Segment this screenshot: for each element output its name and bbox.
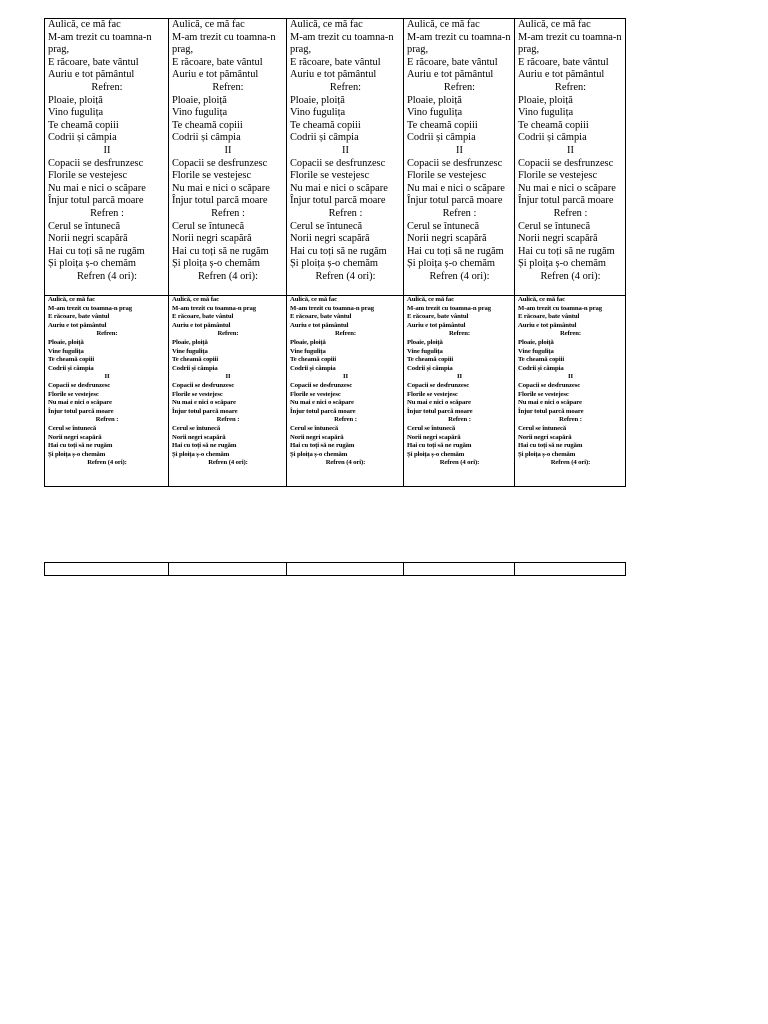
lyric-line: II: [567, 373, 573, 381]
lyric-line: Aulică, ce mă fac: [290, 296, 337, 303]
lyric-line: Refren :: [211, 207, 245, 219]
lyric-line: II: [456, 373, 462, 381]
lyric-line: Hai cu toți să ne rugăm: [518, 442, 583, 450]
lyric-line: M-am trezit cu toamna-n prag: [407, 304, 491, 312]
lyric-line: Refren:: [329, 81, 362, 93]
lyric-line: Auriu e tot pământul: [172, 69, 259, 81]
lyric-line: Refren (4 ori):: [87, 459, 127, 467]
lyric-line: Codrii și câmpia: [48, 364, 94, 372]
lyric-line: Auriu e tot pământul: [48, 321, 107, 329]
lyric-line: Codrii și câmpia: [290, 364, 336, 372]
small-print-card: [404, 296, 515, 487]
lyric-line: Refren:: [559, 330, 582, 338]
lyric-line: Și ploița ș-o chemăm: [518, 258, 607, 270]
lyric-line: Nu mai e nici o scăpare: [48, 182, 146, 194]
small-print-row: [45, 296, 626, 487]
lyric-line: Înjur totul parcă moare: [172, 407, 238, 415]
lyric-line: Codrii și câmpia: [407, 364, 453, 372]
lyric-line: Aulică, ce mă fac: [518, 296, 565, 303]
empty-strip-row: [45, 563, 626, 576]
lyric-line: Ploaie, ploiță: [48, 94, 103, 106]
lyric-line: Hai cu toți să ne rugăm: [172, 442, 237, 450]
lyrics-sheet-table: [44, 18, 626, 487]
lyric-line: Ploaie, ploiță: [407, 338, 443, 346]
lyric-line: Codrii și câmpia: [172, 132, 241, 144]
lyric-line: M-am trezit cu toamna-n prag,: [290, 31, 397, 56]
lyric-line: E răcoare, bate vântul: [172, 56, 263, 68]
lyric-line: Refren (4 ori):: [550, 459, 591, 467]
large-print-card: [287, 19, 404, 296]
lyric-line: Ploaie, ploiță: [172, 338, 208, 346]
lyric-line: Ploaie, ploiță: [290, 94, 345, 106]
lyric-line: Vine fugulița: [172, 347, 208, 355]
lyric-line: Aulică, ce mă fac: [290, 19, 363, 30]
lyric-line: Auriu e tot pământul: [407, 321, 466, 329]
lyric-line: Te cheamă copiii: [518, 356, 565, 364]
lyric-line: Și ploița ș-o chemăm: [172, 450, 230, 458]
lyric-line: II: [224, 144, 232, 156]
lyric-line: Vino fugulița: [407, 107, 463, 119]
lyric-line: Vino fugulița: [518, 107, 574, 119]
small-print-card: [169, 296, 287, 487]
lyric-line: Cerul se întunecă: [407, 220, 480, 232]
lyric-line: Aulică, ce mă fac: [172, 19, 245, 30]
lyric-line: Auriu e tot pământul: [290, 321, 349, 329]
lyric-line: Norii negri scapără: [48, 433, 102, 441]
lyric-line: Înjur totul parcă moare: [172, 195, 268, 207]
empty-cell: [169, 563, 287, 576]
lyric-line: Auriu e tot pământul: [518, 69, 605, 81]
lyric-line: Cerul se întunecă: [407, 424, 456, 432]
large-print-card: [45, 19, 169, 296]
lyric-line: Refren (4 ori):: [325, 459, 366, 467]
lyric-line: Înjur totul parcă moare: [407, 407, 473, 415]
lyric-line: Refren :: [553, 207, 588, 219]
lyric-line: E răcoare, bate vântul: [290, 56, 381, 68]
lyric-line: Refren (4 ori):: [197, 270, 258, 282]
lyric-line: Nu mai e nici o scăpare: [407, 399, 471, 407]
lyric-line: II: [342, 373, 348, 381]
lyric-line: Auriu e tot pământul: [172, 321, 231, 329]
lyric-line: M-am trezit cu toamna-n prag,: [518, 31, 625, 56]
lyric-line: Te cheamă copiii: [172, 119, 243, 131]
lyric-line: Copacii se desfrunzesc: [518, 157, 614, 169]
lyric-line: Refren:: [217, 330, 239, 338]
lyric-line: Cerul se întunecă: [172, 424, 221, 432]
lyric-line: Norii negri scapără: [407, 433, 461, 441]
lyric-line: Refren (4 ori):: [429, 270, 490, 282]
lyric-line: Cerul se întunecă: [518, 424, 567, 432]
lyric-line: Și ploița ș-o chemăm: [518, 450, 576, 458]
lyric-line: Ploaie, ploiță: [172, 94, 227, 106]
lyric-line: Copacii se desfrunzesc: [48, 157, 144, 169]
lyric-line: Înjur totul parcă moare: [518, 407, 584, 415]
lyric-line: Nu mai e nici o scăpare: [290, 182, 388, 194]
lyric-line: Vine fugulița: [48, 347, 84, 355]
lyric-line: Florile se vestejesc: [290, 390, 341, 398]
lyric-line: Hai cu toți să ne rugăm: [172, 245, 269, 257]
lyric-line: Aulică, ce mă fac: [407, 19, 480, 30]
lyric-line: Refren:: [448, 330, 471, 338]
lyric-line: Nu mai e nici o scăpare: [518, 399, 582, 407]
lyric-line: Hai cu toți să ne rugăm: [290, 245, 387, 257]
small-print-card: [287, 296, 404, 487]
lyric-line: Cerul se întunecă: [48, 220, 121, 232]
lyric-line: Auriu e tot pământul: [407, 69, 494, 81]
lyric-line: M-am trezit cu toamna-n prag,: [407, 31, 514, 56]
lyric-line: Copacii se desfrunzesc: [290, 381, 353, 389]
lyric-line: M-am trezit cu toamna-n prag: [48, 304, 132, 312]
lyric-line: Vino fugulița: [172, 107, 228, 119]
lyric-line: Copacii se desfrunzesc: [407, 381, 470, 389]
lyric-line: Refren:: [334, 330, 357, 338]
lyric-line: Refren (4 ori):: [540, 270, 601, 282]
lyric-line: Refren :: [559, 416, 582, 424]
lyric-line: Refren:: [443, 81, 476, 93]
lyric-line: Norii negri scapără: [518, 433, 572, 441]
lyric-line: Codrii și câmpia: [518, 132, 587, 144]
lyric-line: Și ploița ș-o chemăm: [290, 450, 348, 458]
lyric-line: Norii negri scapără: [518, 233, 598, 245]
lyric-line: Norii negri scapără: [172, 233, 252, 245]
large-print-card: [169, 19, 287, 296]
lyric-line: II: [104, 373, 110, 381]
lyric-line: Te cheamă copiii: [518, 119, 589, 131]
empty-strip-table: [44, 562, 626, 576]
lyric-line: Refren:: [96, 330, 118, 338]
lyric-line: Copacii se desfrunzesc: [518, 381, 581, 389]
lyric-line: Înjur totul parcă moare: [48, 407, 114, 415]
lyric-line: Refren :: [448, 416, 471, 424]
lyric-line: Vine fugulița: [518, 347, 554, 355]
lyric-line: Te cheamă copiii: [48, 119, 119, 131]
lyric-line: Hai cu toți să ne rugăm: [407, 245, 504, 257]
lyric-line: Și ploița ș-o chemăm: [407, 258, 496, 270]
lyric-line: Florile se vestejesc: [407, 390, 458, 398]
lyric-line: Florile se vestejesc: [172, 170, 252, 182]
lyric-line: M-am trezit cu toamna-n prag: [172, 304, 256, 312]
lyric-line: Cerul se întunecă: [518, 220, 591, 232]
lyric-line: Refren:: [212, 81, 244, 93]
lyric-line: Ploaie, ploiță: [48, 338, 84, 346]
lyric-line: Refren:: [554, 81, 587, 93]
lyric-line: Cerul se întunecă: [48, 424, 97, 432]
lyric-line: Hai cu toți să ne rugăm: [48, 442, 113, 450]
lyric-line: Nu mai e nici o scăpare: [172, 399, 236, 407]
lyric-line: Copacii se desfrunzesc: [407, 157, 503, 169]
lyric-line: Aulică, ce mă fac: [48, 19, 121, 30]
lyric-line: Florile se vestejesc: [518, 390, 569, 398]
lyric-line: Înjur totul parcă moare: [290, 407, 356, 415]
lyric-line: Și ploița ș-o chemăm: [407, 450, 465, 458]
lyric-line: Înjur totul parcă moare: [407, 195, 503, 207]
small-print-card: [515, 296, 626, 487]
small-print-card: [45, 296, 169, 487]
lyric-line: E răcoare, bate vântul: [407, 313, 469, 321]
lyric-line: Nu mai e nici o scăpare: [290, 399, 354, 407]
large-print-card: [515, 19, 626, 296]
lyric-line: Refren :: [328, 207, 363, 219]
lyric-line: Norii negri scapără: [407, 233, 487, 245]
lyric-line: E răcoare, bate vântul: [48, 313, 110, 321]
lyric-line: Ploaie, ploiță: [518, 94, 573, 106]
lyric-line: E răcoare, bate vântul: [518, 313, 580, 321]
lyric-line: Ploaie, ploiță: [290, 338, 326, 346]
lyric-line: Florile se vestejesc: [172, 390, 223, 398]
lyric-line: Auriu e tot pământul: [290, 69, 377, 81]
lyric-line: Înjur totul parcă moare: [48, 195, 144, 207]
lyric-line: Vino fugulița: [48, 107, 104, 119]
lyric-line: Nu mai e nici o scăpare: [518, 182, 616, 194]
lyric-line: Refren (4 ori):: [76, 270, 137, 282]
lyric-line: Florile se vestejesc: [290, 170, 370, 182]
lyric-line: M-am trezit cu toamna-n prag: [290, 304, 374, 312]
lyric-line: Înjur totul parcă moare: [290, 195, 386, 207]
lyric-line: Refren (4 ori):: [208, 459, 248, 467]
lyric-line: Nu mai e nici o scăpare: [407, 182, 505, 194]
lyric-line: Ploaie, ploiță: [407, 94, 462, 106]
lyric-line: Nu mai e nici o scăpare: [172, 182, 270, 194]
empty-cell: [404, 563, 515, 576]
lyric-line: Și ploița ș-o chemăm: [48, 258, 137, 270]
lyric-line: Copacii se desfrunzesc: [172, 157, 268, 169]
lyric-line: M-am trezit cu toamna-n prag,: [172, 31, 279, 56]
lyric-line: Refren :: [90, 207, 124, 219]
lyric-line: Refren :: [334, 416, 357, 424]
lyric-line: Refren :: [216, 416, 240, 424]
lyric-line: Hai cu toți să ne rugăm: [518, 245, 615, 257]
lyric-line: Norii negri scapără: [172, 433, 226, 441]
lyric-line: Florile se vestejesc: [518, 170, 598, 182]
lyric-line: II: [225, 373, 231, 381]
lyric-line: Te cheamă copiii: [407, 119, 478, 131]
lyric-line: Aulică, ce mă fac: [172, 296, 219, 303]
lyric-line: Refren :: [95, 416, 119, 424]
lyric-line: Ploaie, ploiță: [518, 338, 554, 346]
lyric-line: Înjur totul parcă moare: [518, 195, 614, 207]
lyric-line: Vine fugulița: [407, 347, 443, 355]
lyric-line: Te cheamă copiii: [48, 356, 95, 364]
empty-cell: [45, 563, 169, 576]
lyric-line: E răcoare, bate vântul: [48, 56, 139, 68]
lyric-line: Refren :: [442, 207, 477, 219]
lyric-line: Nu mai e nici o scăpare: [48, 399, 112, 407]
lyric-line: Cerul se întunecă: [172, 220, 245, 232]
lyric-line: Cerul se întunecă: [290, 220, 363, 232]
lyric-line: Codrii și câmpia: [172, 364, 218, 372]
lyric-line: Te cheamă copiii: [172, 356, 219, 364]
large-print-card: [404, 19, 515, 296]
lyric-line: Copacii se desfrunzesc: [172, 381, 235, 389]
lyric-line: Cerul se întunecă: [290, 424, 339, 432]
lyric-line: M-am trezit cu toamna-n prag: [518, 304, 602, 312]
lyric-line: II: [342, 144, 349, 156]
lyric-line: Refren (4 ori):: [439, 459, 480, 467]
lyric-line: Te cheamă copiii: [290, 356, 337, 364]
empty-cell: [515, 563, 626, 576]
lyric-line: Florile se vestejesc: [48, 390, 99, 398]
lyric-line: Auriu e tot pământul: [518, 321, 577, 329]
lyric-line: Și ploița ș-o chemăm: [48, 450, 106, 458]
lyric-line: Vino fugulița: [290, 107, 346, 119]
lyric-line: Copacii se desfrunzesc: [290, 157, 386, 169]
lyric-line: Și ploița ș-o chemăm: [290, 258, 379, 270]
lyric-line: Te cheamă copiii: [290, 119, 361, 131]
lyric-line: Hai cu toți să ne rugăm: [290, 442, 355, 450]
lyric-line: Aulică, ce mă fac: [48, 296, 95, 303]
lyric-line: Norii negri scapără: [290, 433, 344, 441]
lyric-line: E răcoare, bate vântul: [518, 56, 609, 68]
lyric-line: Florile se vestejesc: [407, 170, 487, 182]
lyric-line: E răcoare, bate vântul: [407, 56, 498, 68]
lyric-line: Auriu e tot pământul: [48, 69, 135, 81]
lyric-line: Te cheamă copiii: [407, 356, 454, 364]
empty-cell: [287, 563, 404, 576]
lyric-line: Norii negri scapără: [48, 233, 128, 245]
lyric-line: Refren:: [91, 81, 123, 93]
lyric-line: Codrii și câmpia: [290, 132, 359, 144]
lyric-line: Hai cu toți să ne rugăm: [48, 245, 145, 257]
lyric-line: Vine fugulița: [290, 347, 326, 355]
lyric-line: E răcoare, bate vântul: [290, 313, 352, 321]
large-print-row: [45, 19, 626, 296]
lyric-line: Aulică, ce mă fac: [518, 19, 591, 30]
lyric-line: Codrii și câmpia: [518, 364, 564, 372]
lyric-line: II: [567, 144, 574, 156]
lyric-line: II: [456, 144, 463, 156]
lyric-line: II: [103, 144, 111, 156]
lyric-line: Și ploița ș-o chemăm: [172, 258, 261, 270]
lyric-line: Norii negri scapără: [290, 233, 370, 245]
lyric-line: E răcoare, bate vântul: [172, 313, 234, 321]
lyric-line: Codrii și câmpia: [48, 132, 117, 144]
lyric-line: Refren (4 ori):: [315, 270, 376, 282]
lyric-line: Copacii se desfrunzesc: [48, 381, 111, 389]
lyric-line: M-am trezit cu toamna-n prag,: [48, 31, 155, 56]
lyric-line: Aulică, ce mă fac: [407, 296, 454, 303]
lyric-line: Codrii și câmpia: [407, 132, 476, 144]
lyric-line: Hai cu toți să ne rugăm: [407, 442, 472, 450]
lyric-line: Florile se vestejesc: [48, 170, 128, 182]
